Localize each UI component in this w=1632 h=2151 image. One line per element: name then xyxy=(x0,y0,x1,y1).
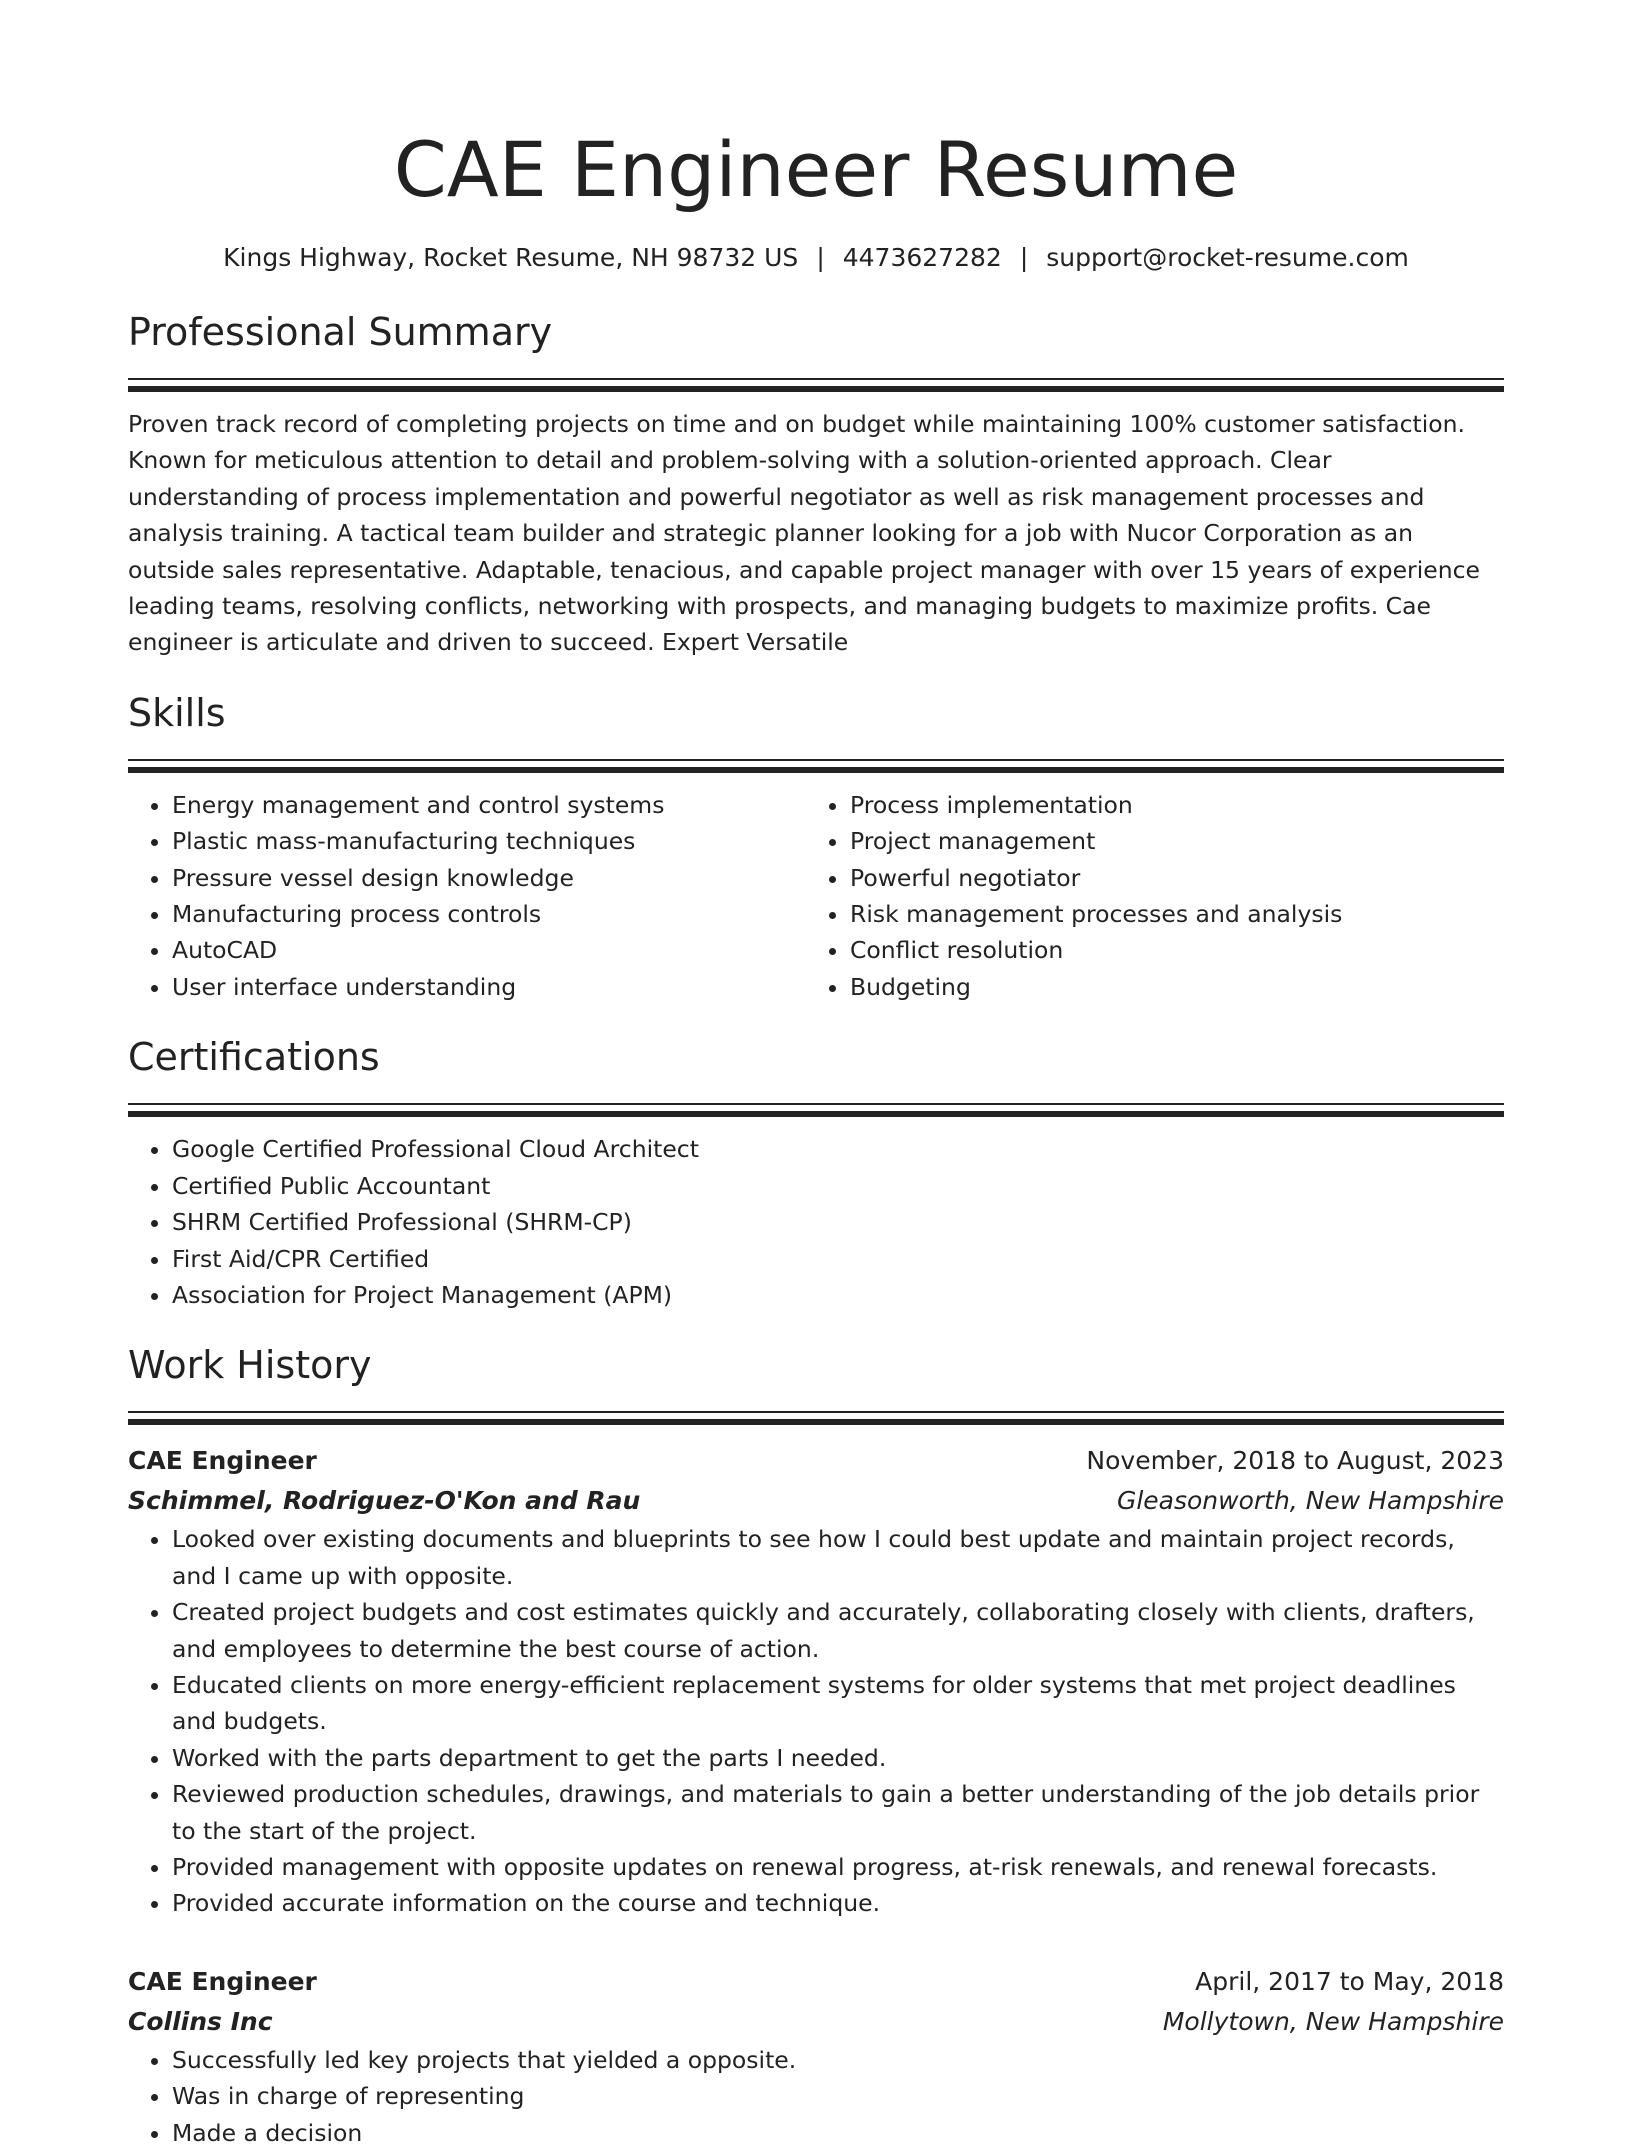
job-bullet: • Provided accurate information on the course and technique. xyxy=(172,1885,1504,1921)
certification-item: • Certified Public Accountant xyxy=(172,1168,1504,1204)
skill-item: • Conflict resolution xyxy=(850,932,1504,968)
skill-item: • Pressure vessel design knowledge xyxy=(172,860,806,896)
job-bullet: • Looked over existing documents and blueprints to see how I could best update and maintain project records, and I came up with opposite. xyxy=(172,1521,1504,1594)
skill-item: • AutoCAD xyxy=(172,932,806,968)
resume-title: CAE Engineer Resume xyxy=(393,125,1239,214)
job-location: Gleasonworth, New Hampshire xyxy=(1116,1486,1504,1516)
job-bullet-list xyxy=(128,2042,1504,2151)
job-title: CAE Engineer xyxy=(128,1966,317,1996)
job-bullet: • Created project budgets and cost estimates quickly and accurately, collaborating closely with clients, drafters, and employees to determine the best course of action. xyxy=(172,1594,1504,1667)
job-dates: April, 2017 to May, 2018 xyxy=(1195,1966,1504,1996)
section-divider xyxy=(128,759,1504,773)
skill-item: • Budgeting xyxy=(850,969,1504,1005)
job-bullet: • Reviewed production schedules, drawings, and materials to gain a better understanding of the job details prior to the start of the project. xyxy=(172,1776,1504,1849)
certifications-section xyxy=(128,1033,1504,1313)
certifications-list xyxy=(128,1131,1504,1313)
job-bullet: • Educated clients on more energy-efficient replacement systems for older systems that met project deadlines and budgets. xyxy=(172,1667,1504,1740)
certification-item: • Google Certified Professional Cloud Architect xyxy=(172,1131,1504,1167)
skills-section xyxy=(128,689,1504,1005)
job-location: Mollytown, New Hampshire xyxy=(1162,2006,1504,2036)
contact-email: support@rocket-resume.com xyxy=(1046,243,1409,272)
skill-item: • Powerful negotiator xyxy=(850,860,1504,896)
contact-separator: | xyxy=(816,243,825,272)
skill-item: • User interface understanding xyxy=(172,969,806,1005)
summary-text: Proven track record of completing projects on time and on budget while maintaining 100% customer satisfaction. Known for meticulous attention to detail and problem-solving with a solution-oriented approach. Clear understanding of process implementation and powerful negotiator as well as risk management processes and analysis training. A tactical team builder and strategic planner looking for a job with Nucor Corporation as an outside sales representative. Adaptable, tenacious, and capable project manager with over 15 years of experience leading teams, resolving conflicts, networking with prospects, and managing budgets to maximize profits. Cae engineer is articulate and driven to succeed. Expert Versatile xyxy=(128,410,1480,657)
section-heading-certifications: Certifications xyxy=(128,1035,380,1080)
section-heading-skills: Skills xyxy=(128,690,226,735)
job-entry xyxy=(128,1962,1504,2151)
section-divider xyxy=(128,1103,1504,1117)
job-subheader xyxy=(128,1481,1504,1521)
skills-list-right xyxy=(806,787,1504,1005)
job-bullet: • Successfully led key projects that yielded a opposite. xyxy=(172,2042,1504,2078)
job-bullet: • Was in charge of representing xyxy=(172,2078,1504,2114)
job-company: Schimmel, Rodriguez-O'Kon and Rau xyxy=(128,1486,641,1516)
skill-item: • Risk management processes and analysis xyxy=(850,896,1504,932)
job-title: CAE Engineer xyxy=(128,1446,317,1476)
skill-item: • Process implementation xyxy=(850,787,1504,823)
job-header xyxy=(128,1441,1504,1481)
job-subheader xyxy=(128,2002,1504,2042)
job-header xyxy=(128,1962,1504,2002)
job-bullet: • Made a decision xyxy=(172,2115,1504,2151)
job-bullet: • Provided management with opposite updates on renewal progress, at-risk renewals, and renewal forecasts. xyxy=(172,1849,1504,1885)
job-company: Collins Inc xyxy=(128,2006,273,2036)
skill-item: • Plastic mass-manufacturing techniques xyxy=(172,823,806,859)
contact-line xyxy=(128,240,1504,276)
job-bullet: • Worked with the parts department to get the parts I needed. xyxy=(172,1740,1504,1776)
section-divider xyxy=(128,378,1504,392)
section-heading-work-history: Work History xyxy=(128,1343,372,1388)
certification-item: • First Aid/CPR Certified xyxy=(172,1241,1504,1277)
section-heading-summary: Professional Summary xyxy=(128,310,553,354)
skill-item: • Energy management and control systems xyxy=(172,787,806,823)
contact-separator: | xyxy=(1019,243,1029,272)
section-divider xyxy=(128,1411,1504,1425)
skills-list-left xyxy=(128,787,806,1005)
skill-item: • Manufacturing process controls xyxy=(172,896,806,932)
skill-item: • Project management xyxy=(850,823,1504,859)
summary-section xyxy=(128,308,1504,661)
job-entry xyxy=(128,1441,1504,1921)
certification-item: • Association for Project Management (APM) xyxy=(172,1277,1504,1313)
work-history-section xyxy=(128,1341,1504,2151)
skills-column-right xyxy=(806,787,1504,1005)
contact-phone: 4473627282 xyxy=(842,243,1002,272)
job-bullet-list xyxy=(128,1521,1504,1921)
skills-grid xyxy=(128,787,1504,1005)
certification-item: • SHRM Certified Professional (SHRM-CP) xyxy=(172,1204,1504,1240)
skills-column-left xyxy=(128,787,806,1005)
contact-address: Kings Highway, Rocket Resume, NH 98732 US xyxy=(223,243,799,272)
job-dates: November, 2018 to August, 2023 xyxy=(1086,1446,1504,1476)
